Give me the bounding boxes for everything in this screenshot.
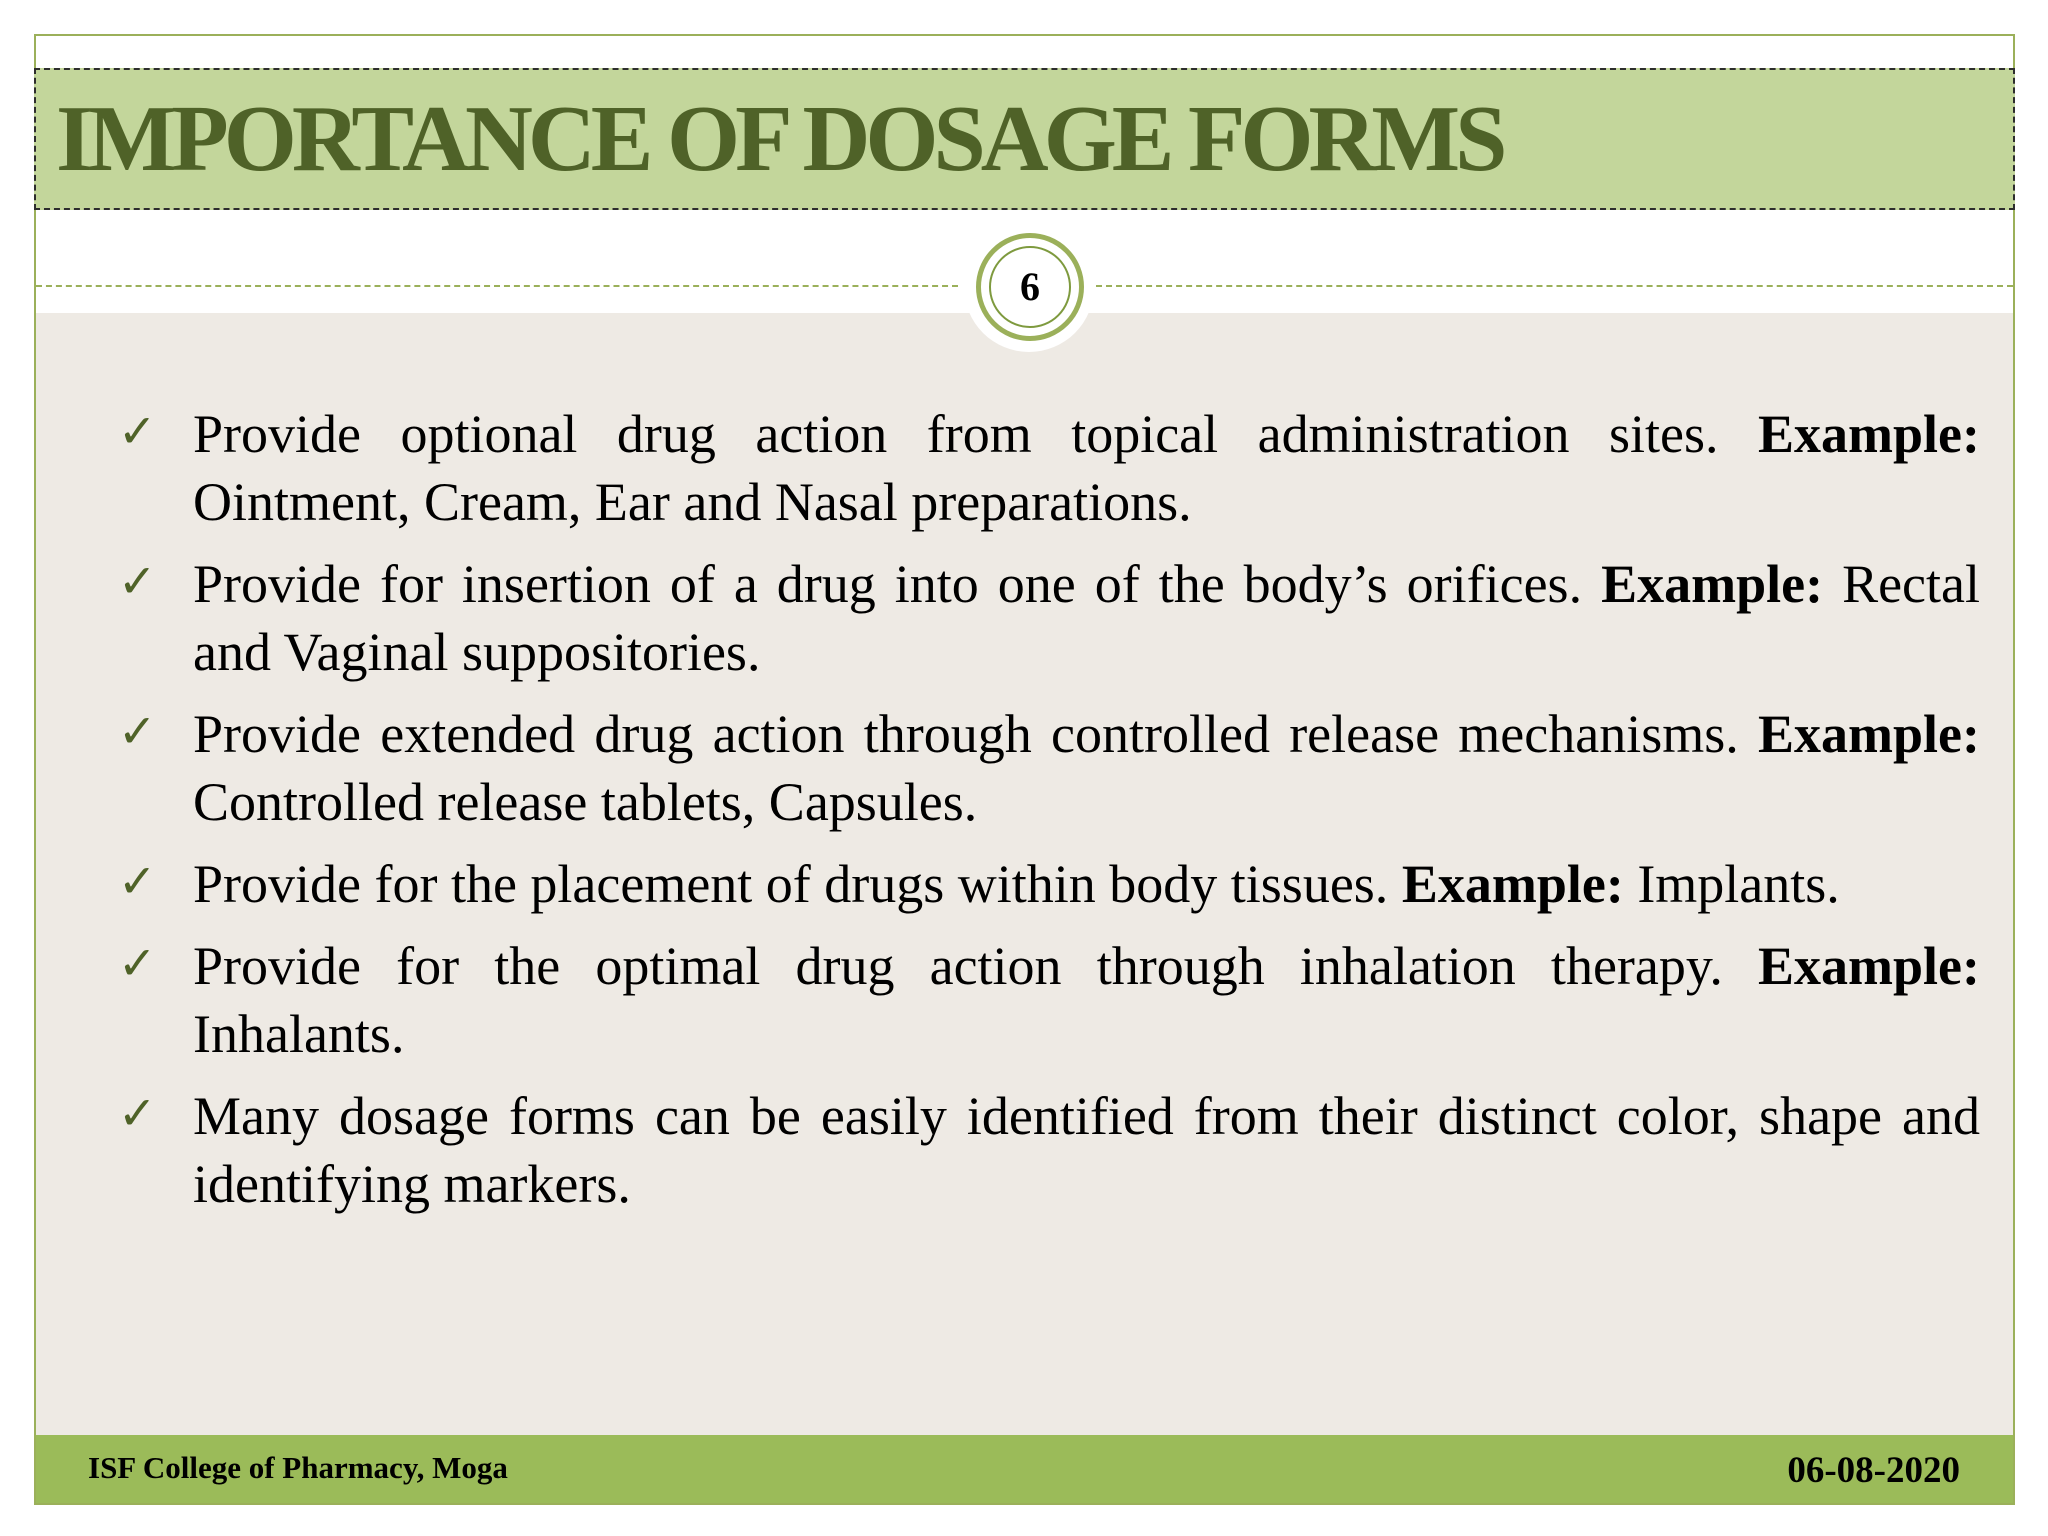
checkmark-icon: ✓ xyxy=(118,554,157,608)
checkmark-icon: ✓ xyxy=(118,854,157,908)
example-label: Example: xyxy=(1758,404,1980,464)
bullet-text: Provide for insertion of a drug into one of the body’s orifices. xyxy=(193,554,1602,614)
bullet-text: Provide for the optimal drug action through inhalation therapy. xyxy=(193,936,1758,996)
footer-date: 06-08-2020 xyxy=(1787,1450,1960,1491)
bullet-item xyxy=(118,400,1980,536)
bullet-item xyxy=(118,700,1980,836)
checkmark-icon: ✓ xyxy=(118,704,157,758)
bullet-text: Provide for the placement of drugs within body tissues. xyxy=(193,854,1402,914)
checkmark-icon: ✓ xyxy=(118,1086,157,1140)
divider-right xyxy=(1096,285,2013,287)
page-number: 6 xyxy=(1020,264,1040,309)
example-text: Controlled release tablets, Capsules. xyxy=(193,772,978,832)
bullet-item xyxy=(118,550,1980,686)
bullet-text: Provide extended drug action through controlled release mechanisms. xyxy=(193,704,1758,764)
example-text: Inhalants. xyxy=(193,1004,405,1064)
bullet-item xyxy=(118,932,1980,1068)
bullet-list xyxy=(118,400,1980,1232)
footer-institution: ISF College of Pharmacy, Moga xyxy=(88,1450,508,1485)
bullet-item xyxy=(118,850,1980,918)
page-number-badge xyxy=(976,233,1084,341)
example-text: Ointment, Cream, Ear and Nasal preparations. xyxy=(193,472,1192,532)
checkmark-icon: ✓ xyxy=(118,936,157,990)
bullet-text: Provide optional drug action from topical administration sites. xyxy=(193,404,1758,464)
example-label: Example: xyxy=(1401,854,1624,914)
bullet-text: Many dosage forms can be easily identified from their distinct color, shape and identifying markers. xyxy=(193,1086,1980,1214)
divider-left xyxy=(36,285,958,287)
example-label: Example: xyxy=(1758,704,1980,764)
example-label: Example: xyxy=(1601,554,1824,614)
example-label: Example: xyxy=(1758,936,1980,996)
checkmark-icon: ✓ xyxy=(118,404,157,458)
example-text: Rectal and Vaginal suppositories. xyxy=(193,554,1980,682)
bullet-item xyxy=(118,1082,1980,1218)
slide-title: IMPORTANCE OF DOSAGE FORMS xyxy=(56,87,1503,191)
example-text: Implants. xyxy=(1623,854,1840,914)
page-number-ring xyxy=(989,246,1071,328)
